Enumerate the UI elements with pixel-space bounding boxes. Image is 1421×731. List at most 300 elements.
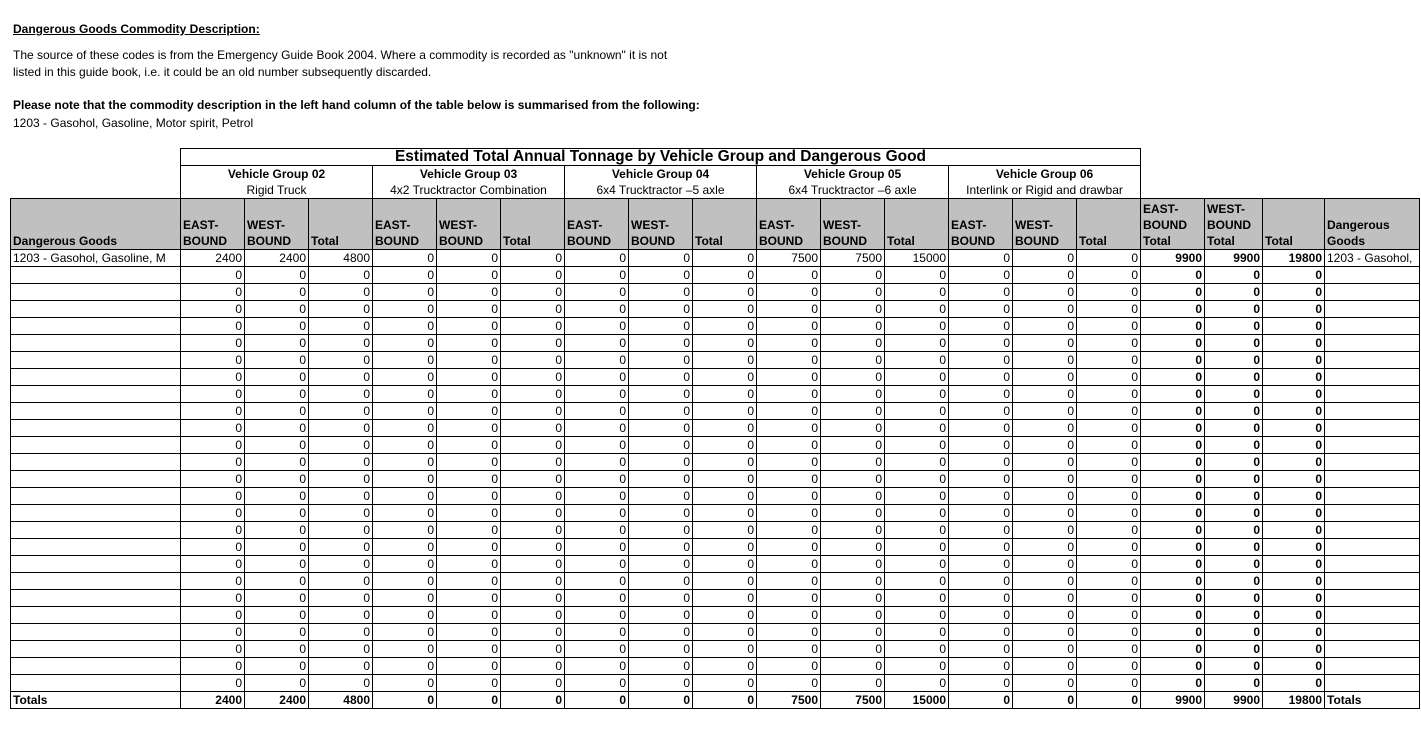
total-cell: 0 [1263, 573, 1325, 590]
table-cell: 0 [885, 573, 949, 590]
table-cell: 0 [693, 403, 757, 420]
table-cell: 0 [1013, 267, 1077, 284]
table-cell: 0 [1013, 335, 1077, 352]
column-header: Total [885, 199, 949, 250]
total-cell: 0 [1205, 607, 1263, 624]
table-cell: 0 [1077, 641, 1141, 658]
table-cell: 0 [309, 403, 373, 420]
table-cell: 0 [437, 624, 501, 641]
vehicle-group-03-name: Vehicle Group 03 [373, 166, 565, 183]
table-cell: 0 [693, 675, 757, 692]
table-cell: 0 [373, 522, 437, 539]
column-header: WEST-BOUND [1013, 199, 1077, 250]
column-header: Total [1263, 199, 1325, 250]
table-cell: 0 [693, 352, 757, 369]
table-cell: 0 [821, 420, 885, 437]
table-cell: 0 [245, 471, 309, 488]
table-cell: 0 [437, 369, 501, 386]
table-cell: 0 [501, 318, 565, 335]
row-label [11, 471, 181, 488]
table-cell: 0 [949, 369, 1013, 386]
table-cell: 0 [1077, 454, 1141, 471]
table-cell: 0 [885, 607, 949, 624]
table-cell: 0 [501, 284, 565, 301]
table-cell: 7500 [821, 250, 885, 267]
total-cell: 0 [1141, 284, 1205, 301]
table-cell: 0 [245, 369, 309, 386]
table-cell: 0 [181, 301, 245, 318]
vehicle-group-06-desc: Interlink or Rigid and drawbar [949, 182, 1141, 199]
table-cell: 0 [437, 522, 501, 539]
row-label-right [1325, 573, 1420, 590]
table-cell: 0 [629, 318, 693, 335]
table-cell: 0 [757, 573, 821, 590]
table-cell: 0 [309, 352, 373, 369]
table-cell: 0 [693, 573, 757, 590]
table-cell: 0 [949, 692, 1013, 709]
table-cell: 0 [501, 301, 565, 318]
table-cell: 0 [949, 284, 1013, 301]
table-cell: 0 [821, 267, 885, 284]
total-cell: 0 [1263, 454, 1325, 471]
table-cell: 0 [885, 437, 949, 454]
table-cell: 0 [245, 454, 309, 471]
summary-note: Please note that the commodity description in the left hand column of the table below is summarised from the following: [13, 98, 700, 112]
table-cell: 0 [437, 352, 501, 369]
table-cell: 0 [565, 301, 629, 318]
column-header: Total [693, 199, 757, 250]
table-cell: 0 [181, 420, 245, 437]
column-header: EAST-BOUND [181, 199, 245, 250]
table-cell: 0 [757, 505, 821, 522]
table-cell: 0 [821, 607, 885, 624]
table-cell: 0 [565, 658, 629, 675]
table-cell: 0 [949, 352, 1013, 369]
row-label-right [1325, 318, 1420, 335]
table-cell: 0 [629, 556, 693, 573]
table-cell: 0 [245, 522, 309, 539]
row-label-right [1325, 267, 1420, 284]
table-cell: 0 [245, 675, 309, 692]
table-cell: 0 [949, 301, 1013, 318]
table-cell: 0 [693, 335, 757, 352]
table-cell: 0 [565, 318, 629, 335]
table-cell: 15000 [885, 250, 949, 267]
tonnage-table [10, 148, 1420, 709]
table-cell: 0 [693, 556, 757, 573]
table-cell: 0 [309, 658, 373, 675]
column-header: Dangerous Goods [1325, 199, 1420, 250]
table-cell: 0 [565, 539, 629, 556]
table-cell: 0 [565, 267, 629, 284]
table-row [11, 403, 1420, 420]
table-cell: 0 [885, 386, 949, 403]
table-row [11, 641, 1420, 658]
table-cell: 0 [629, 573, 693, 590]
table-cell: 0 [1077, 522, 1141, 539]
table-cell: 0 [245, 607, 309, 624]
vehicle-group-02-desc: Rigid Truck [181, 182, 373, 199]
table-cell: 0 [437, 590, 501, 607]
table-cell: 0 [181, 369, 245, 386]
table-cell: 2400 [181, 250, 245, 267]
total-cell: 0 [1205, 284, 1263, 301]
table-cell: 0 [885, 420, 949, 437]
row-label-right [1325, 658, 1420, 675]
total-cell: 0 [1263, 352, 1325, 369]
table-row [11, 488, 1420, 505]
table-cell: 0 [1077, 318, 1141, 335]
table-cell: 0 [949, 590, 1013, 607]
table-row [11, 454, 1420, 471]
total-cell: 0 [1263, 539, 1325, 556]
table-cell: 0 [757, 471, 821, 488]
table-cell: 0 [885, 590, 949, 607]
totals-row [11, 692, 1420, 709]
table-cell: 0 [821, 505, 885, 522]
table-cell: 0 [181, 437, 245, 454]
total-cell: 0 [1141, 607, 1205, 624]
table-cell: 0 [309, 386, 373, 403]
table-cell: 0 [757, 267, 821, 284]
total-cell: 0 [1205, 590, 1263, 607]
row-label [11, 284, 181, 301]
row-label-right [1325, 420, 1420, 437]
row-label [11, 403, 181, 420]
table-cell: 0 [501, 403, 565, 420]
table-cell: 0 [309, 505, 373, 522]
total-cell: 0 [1141, 454, 1205, 471]
row-label [11, 318, 181, 335]
table-cell: 0 [309, 420, 373, 437]
table-cell: 0 [565, 488, 629, 505]
total-cell: 0 [1141, 522, 1205, 539]
table-row [11, 522, 1420, 539]
table-cell: 0 [437, 454, 501, 471]
table-cell: 0 [373, 505, 437, 522]
table-cell: 0 [565, 335, 629, 352]
row-label-right [1325, 352, 1420, 369]
column-header: WEST-BOUND [437, 199, 501, 250]
table-cell: 0 [373, 352, 437, 369]
table-cell: 0 [437, 267, 501, 284]
row-label [11, 556, 181, 573]
table-cell: 0 [693, 471, 757, 488]
total-cell: 0 [1205, 675, 1263, 692]
total-cell: 0 [1205, 522, 1263, 539]
table-cell: 0 [565, 522, 629, 539]
total-cell: 0 [1263, 284, 1325, 301]
row-label [11, 488, 181, 505]
total-cell: 0 [1263, 386, 1325, 403]
total-cell: 0 [1263, 369, 1325, 386]
table-cell: 0 [949, 505, 1013, 522]
row-label-right [1325, 641, 1420, 658]
table-cell: 0 [501, 352, 565, 369]
table-cell: 0 [885, 369, 949, 386]
table-cell: 0 [501, 267, 565, 284]
table-cell: 0 [757, 386, 821, 403]
table-cell: 0 [565, 505, 629, 522]
total-cell: 0 [1141, 437, 1205, 454]
table-cell: 0 [693, 318, 757, 335]
row-label [11, 352, 181, 369]
table-cell: 0 [885, 539, 949, 556]
row-label-right: Totals [1325, 692, 1420, 709]
table-cell: 0 [821, 318, 885, 335]
table-cell: 0 [757, 335, 821, 352]
table-cell: 0 [565, 607, 629, 624]
total-cell: 19800 [1263, 692, 1325, 709]
column-header: EAST-BOUND [565, 199, 629, 250]
table-cell: 0 [629, 437, 693, 454]
table-cell: 0 [373, 573, 437, 590]
table-cell: 0 [181, 318, 245, 335]
table-cell: 0 [1013, 301, 1077, 318]
table-cell: 0 [437, 301, 501, 318]
table-cell: 0 [501, 641, 565, 658]
table-cell: 0 [821, 471, 885, 488]
table-cell: 0 [949, 471, 1013, 488]
table-cell: 0 [1013, 522, 1077, 539]
table-cell: 2400 [181, 692, 245, 709]
table-cell: 0 [1013, 318, 1077, 335]
table-cell: 0 [565, 624, 629, 641]
table-cell: 0 [949, 624, 1013, 641]
table-cell: 0 [821, 386, 885, 403]
table-cell: 0 [885, 284, 949, 301]
table-cell: 0 [437, 437, 501, 454]
row-label-right [1325, 505, 1420, 522]
total-cell: 0 [1263, 658, 1325, 675]
total-cell: 0 [1141, 505, 1205, 522]
row-label-right [1325, 284, 1420, 301]
total-cell: 0 [1141, 675, 1205, 692]
description-line-2: listed in this guide book, i.e. it could be an old number subsequently discarded. [13, 65, 432, 79]
table-cell: 0 [245, 335, 309, 352]
table-cell: 0 [1013, 437, 1077, 454]
row-label-right [1325, 488, 1420, 505]
table-cell: 0 [629, 471, 693, 488]
table-cell: 0 [373, 335, 437, 352]
commodity-item: 1203 - Gasohol, Gasoline, Motor spirit, Petrol [13, 116, 254, 130]
table-row [11, 420, 1420, 437]
table-cell: 2400 [245, 250, 309, 267]
table-cell: 0 [309, 624, 373, 641]
table-cell: 0 [629, 250, 693, 267]
table-cell: 0 [373, 369, 437, 386]
table-cell: 0 [629, 658, 693, 675]
row-label [11, 658, 181, 675]
total-cell: 0 [1141, 335, 1205, 352]
table-cell: 0 [1013, 352, 1077, 369]
table-cell: 0 [437, 488, 501, 505]
table-row [11, 250, 1420, 267]
table-cell: 0 [1077, 352, 1141, 369]
table-cell: 0 [949, 454, 1013, 471]
row-label: Totals [11, 692, 181, 709]
table-cell: 0 [181, 675, 245, 692]
total-cell: 0 [1141, 386, 1205, 403]
total-cell: 0 [1141, 318, 1205, 335]
table-cell: 0 [181, 624, 245, 641]
table-cell: 0 [373, 658, 437, 675]
table-cell: 0 [757, 301, 821, 318]
column-header: EAST-BOUND [757, 199, 821, 250]
table-cell: 0 [629, 335, 693, 352]
table-cell: 0 [245, 624, 309, 641]
table-cell: 0 [949, 675, 1013, 692]
page-heading: Dangerous Goods Commodity Description: [13, 22, 260, 36]
total-cell: 0 [1205, 403, 1263, 420]
table-cell: 0 [757, 437, 821, 454]
table-cell: 0 [309, 556, 373, 573]
table-cell: 0 [245, 386, 309, 403]
table-cell: 0 [1013, 454, 1077, 471]
table-row [11, 539, 1420, 556]
table-cell: 0 [437, 335, 501, 352]
total-cell: 0 [1141, 556, 1205, 573]
total-cell: 0 [1141, 420, 1205, 437]
table-row [11, 386, 1420, 403]
table-row [11, 573, 1420, 590]
column-header-row [11, 199, 1420, 250]
table-cell: 0 [885, 403, 949, 420]
row-label-right [1325, 454, 1420, 471]
table-cell: 0 [501, 471, 565, 488]
total-cell: 9900 [1141, 250, 1205, 267]
table-cell: 0 [245, 556, 309, 573]
table-cell: 0 [629, 301, 693, 318]
table-row [11, 675, 1420, 692]
table-cell: 0 [373, 250, 437, 267]
table-cell: 0 [821, 522, 885, 539]
table-cell: 0 [245, 267, 309, 284]
table-cell: 0 [181, 352, 245, 369]
table-cell: 0 [181, 641, 245, 658]
total-cell: 0 [1205, 539, 1263, 556]
table-cell: 0 [565, 250, 629, 267]
table-cell: 0 [693, 454, 757, 471]
table-cell: 0 [693, 420, 757, 437]
table-cell: 0 [181, 539, 245, 556]
table-cell: 0 [373, 318, 437, 335]
total-cell: 0 [1263, 641, 1325, 658]
table-cell: 0 [629, 675, 693, 692]
table-cell: 0 [821, 641, 885, 658]
table-cell: 0 [757, 607, 821, 624]
table-cell: 0 [949, 250, 1013, 267]
table-cell: 0 [629, 284, 693, 301]
total-cell: 0 [1205, 301, 1263, 318]
table-cell: 0 [885, 267, 949, 284]
table-cell: 0 [821, 573, 885, 590]
total-cell: 0 [1205, 386, 1263, 403]
table-cell: 0 [757, 522, 821, 539]
total-cell: 0 [1205, 454, 1263, 471]
table-cell: 0 [437, 556, 501, 573]
table-cell: 0 [437, 692, 501, 709]
table-row [11, 369, 1420, 386]
table-cell: 0 [629, 454, 693, 471]
table-cell: 0 [1013, 250, 1077, 267]
table-cell: 0 [1013, 369, 1077, 386]
table-cell: 0 [757, 420, 821, 437]
table-cell: 0 [373, 420, 437, 437]
row-label-right [1325, 335, 1420, 352]
table-cell: 0 [1013, 420, 1077, 437]
row-label-right [1325, 556, 1420, 573]
table-cell: 0 [501, 675, 565, 692]
table-cell: 0 [693, 539, 757, 556]
table-cell: 0 [181, 335, 245, 352]
table-cell: 0 [245, 318, 309, 335]
row-label [11, 539, 181, 556]
table-cell: 0 [821, 335, 885, 352]
table-cell: 0 [821, 437, 885, 454]
row-label-right [1325, 386, 1420, 403]
description-line-1: The source of these codes is from the Emergency Guide Book 2004. Where a commodity is recorded as "unknown" it is not [13, 48, 668, 62]
table-row [11, 607, 1420, 624]
table-cell: 0 [885, 675, 949, 692]
total-cell: 0 [1141, 658, 1205, 675]
table-cell: 0 [245, 284, 309, 301]
row-label [11, 505, 181, 522]
table-cell: 0 [693, 607, 757, 624]
table-cell: 0 [501, 250, 565, 267]
total-cell: 0 [1141, 539, 1205, 556]
table-cell: 0 [885, 624, 949, 641]
table-cell: 0 [309, 641, 373, 658]
table-cell: 0 [757, 352, 821, 369]
table-cell: 0 [309, 335, 373, 352]
table-cell: 0 [629, 641, 693, 658]
table-cell: 0 [565, 675, 629, 692]
table-cell: 7500 [757, 250, 821, 267]
table-cell: 0 [1077, 573, 1141, 590]
table-cell: 0 [309, 675, 373, 692]
table-cell: 0 [885, 488, 949, 505]
table-cell: 0 [245, 505, 309, 522]
table-cell: 0 [629, 607, 693, 624]
table-cell: 0 [181, 267, 245, 284]
row-label [11, 301, 181, 318]
total-cell: 0 [1205, 318, 1263, 335]
table-cell: 0 [1077, 692, 1141, 709]
table-cell: 0 [373, 454, 437, 471]
row-label-right [1325, 539, 1420, 556]
table-cell: 0 [949, 403, 1013, 420]
row-label [11, 335, 181, 352]
table-cell: 0 [693, 267, 757, 284]
table-cell: 0 [245, 658, 309, 675]
table-cell: 7500 [757, 692, 821, 709]
table-cell: 0 [949, 318, 1013, 335]
table-cell: 0 [437, 250, 501, 267]
table-cell: 0 [437, 607, 501, 624]
table-cell: 0 [821, 624, 885, 641]
table-cell: 0 [821, 301, 885, 318]
row-label: 1203 - Gasohol, Gasoline, M [11, 250, 181, 267]
table-cell: 0 [373, 607, 437, 624]
table-cell: 0 [437, 386, 501, 403]
table-cell: 0 [1077, 267, 1141, 284]
table-cell: 0 [373, 284, 437, 301]
column-header: EAST-BOUND Total [1141, 199, 1205, 250]
total-cell: 0 [1205, 471, 1263, 488]
total-cell: 0 [1205, 556, 1263, 573]
table-cell: 0 [1077, 471, 1141, 488]
